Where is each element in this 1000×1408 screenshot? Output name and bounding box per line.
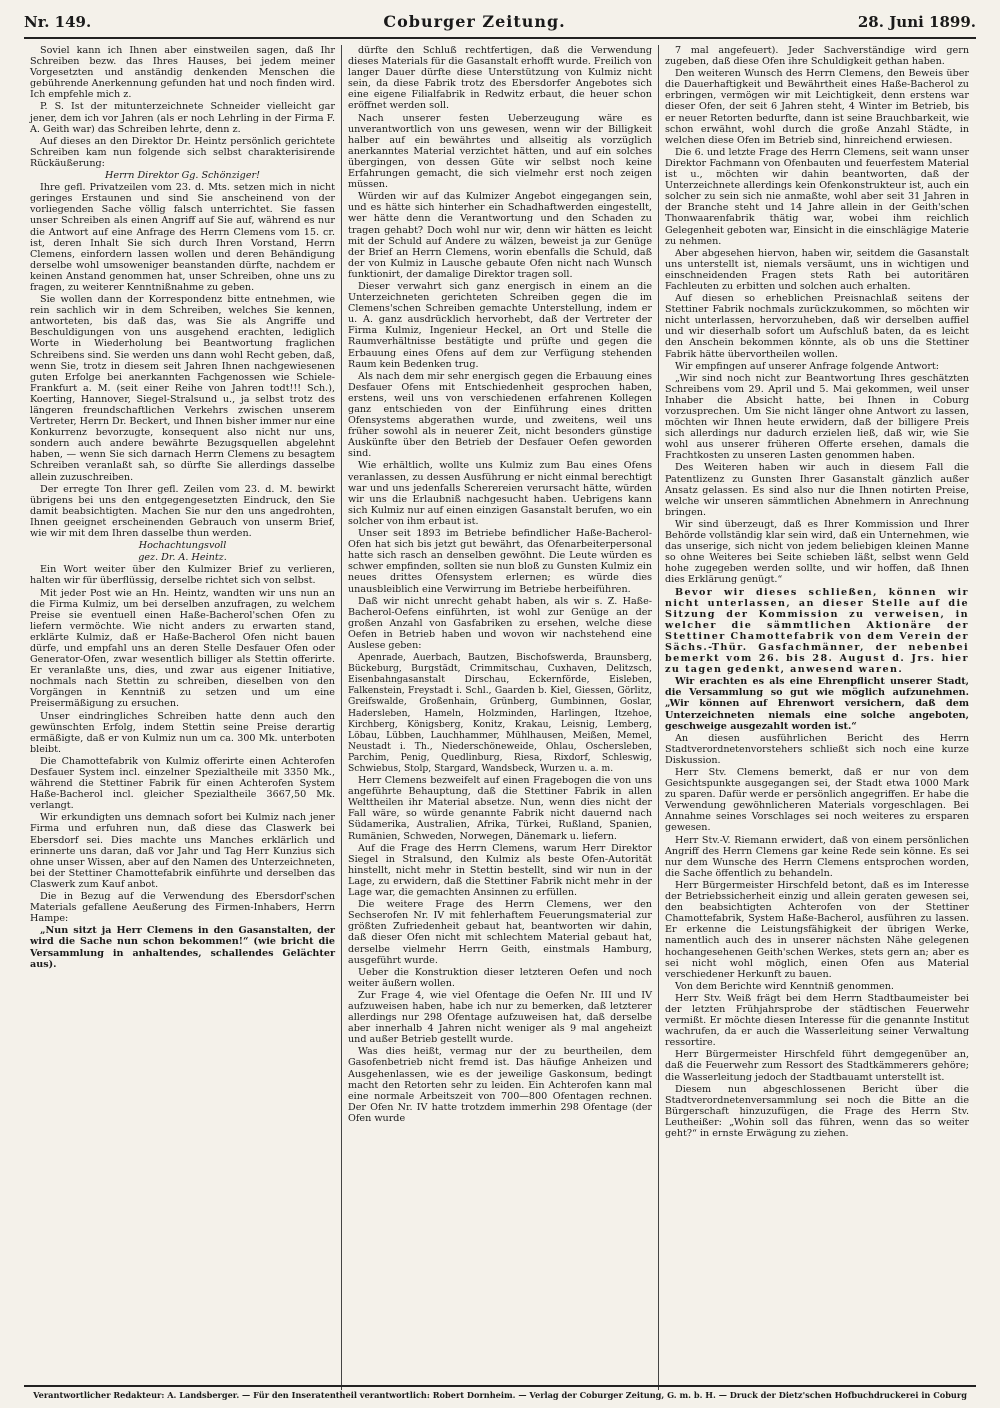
article-paragraph: P. S. Ist der mitunterzeichnete Schneider vielleicht gar jener, dem ich vor Jahren (als er noch Lehrling in der Firma F. A. Geith war) das Schreiben lehrte, denn z. <box>30 101 335 135</box>
article-paragraph: Ein Wort weiter über den Kulmizer Brief zu verlieren, halten wir für überflüssig, derselbe richtet sich von selbst. <box>30 564 335 587</box>
article-paragraph: Würden wir auf das Kulmizer Angebot eingegangen sein, und es hätte sich hinterher ein Schadhaftwerden eingestellt, wer hätte denn die Verantwortung und den Schaden zu tragen gehabt? Doch wohl nur wir, denn wir hätten es leicht mit der Schuld auf Andere zu wälzen, beweist ja zur Genüge der Brief an Herrn Clemens, worin ebenfalls die Schuld, daß der von Kulmiz in Lausche gebaute Ofen nicht nach Wunsch funktionirt, der damalige Direktor tragen soll. <box>348 191 652 280</box>
article-paragraph: 7 mal angefeuert). Jeder Sachverständige wird gern zugeben, daß diese Ofen ihre Schuldigkeit gethan haben. <box>665 45 969 68</box>
article-paragraph: Als nach dem mir sehr energisch gegen die Erbauung eines Desfauer Ofens mit Entschiedenheit gesprochen haben, erstens, weil uns von verschiedenen erfahrenen Kollegen ganz entschieden von der Einführung eines dritten Ofensystems abgerathen wurde, und zweitens, weil uns früher sowohl als in neuerer Zeit, nicht besonders günstige Auskünfte über den Betrieb der Desfauer Oefen geworden sind. <box>348 370 652 460</box>
article-paragraph: Ueber die Konstruktion dieser letzteren Oefen und noch weiter äußern wollen. <box>348 966 652 989</box>
article-paragraph: Auf dieses an den Direktor Dr. Heintz persönlich gerichtete Schreiben kam nun folgende sich selbst charakterisirende Rückäußerung: <box>30 135 335 169</box>
article-paragraph: „Nun sitzt ja Herr Clemens in den Gasanstalten, der wird die Sache nun schon bekommen!“ (wie bricht die Versammlung in anhaltendes, schallendes Gelächter aus). <box>30 925 335 970</box>
article-paragraph: Wir empfingen auf unserer Anfrage folgende Antwort: <box>675 360 940 372</box>
article-paragraph: Des Weiteren haben wir auch in diesem Fall die Patentlizenz zu Gunsten Ihrer Gasanstalt gänzlich außer Ansatz gelassen. Es sind also nur die Ihnen notirten Preise, welche wir unseren sämmtlichen Abnehmern in Anrechnung bringen. <box>665 462 969 518</box>
article-paragraph: Herr Stv.-V. Riemann erwidert, daß von einem persönlichen Angriff des Herrn Clemens gar keine Rede sein könne. Es sei nur dem Wunsche des Herrn Clemens entsprochen worden, die Sache öffentlich zu behandeln. <box>665 834 969 879</box>
article-paragraph: Herr Clemens bezweifelt auf einen Fragebogen die von uns angeführte Behauptung, daß die Stettiner Fabrik in allen Welttheilen ihr Material absetze. Nun, wenn dies nicht der Fall wäre, so würde genannte Fabrik nicht dauernd nach Südamerika, Australien, Afrika, Türkei, Rußland, Spanien, Rumänien, Schweden, Norwegen, Dänemark u. liefern. <box>348 775 652 842</box>
article-paragraph: Herrn Direktor Gg. Schönziger! <box>105 170 260 182</box>
article-paragraph: Ihre gefl. Privatzeilen vom 23. d. Mts. setzen mich in nicht geringes Erstaunen und sind Sie anscheinend von der vorliegenden Sache völlig falsch unterrichtet. Sie fassen unser Schreiben als einen Angriff auf Sie auf, während es nur die Antwort auf eine Anfrage des Herrn Clemens vom 15. cr. ist, deren Inhalt Sie sich durch Ihren Vorstand, Herrn Clemens, einfordern lassen wollen und deren Behändigung derselbe wohl umsoweniger beanstanden dürfte, nachdem er keinen Anstand genommen hat, unser Schreiben, ohne uns zu fragen, zu weiterer Kenntnißnahme zu geben. <box>30 182 335 293</box>
article-paragraph: Zur Frage 4, wie viel Ofentage die Oefen Nr. III und IV aufzuweisen haben, habe ich nur zu bemerken, daß letzterer allerdings nur 298 Ofentage aufzuweisen hat, daß derselbe aber innerhalb 4 Jahren nicht weniger als 9 mal angeheizt und außer Betrieb gestellt wurde. <box>348 989 652 1046</box>
article-paragraph: Wir erachten es als eine Ehrenpflicht unserer Stadt, die Versammlung so gut wie möglich aufzunehmen. „Wir können auf Ehrenwort versichern, daß dem Unterzeichneten niemals eine solche angeboten, geschweige ausgezahlt worden ist.“ <box>665 676 969 732</box>
issue-date: 28. Juni 1899. <box>857 13 976 31</box>
issue-number: Nr. 149. <box>24 13 92 31</box>
article-paragraph: Mit jeder Post wie an Hn. Heintz, wandten wir uns nun an die Firma Kulmiz, um bei derselben anzufragen, zu welchem Preise sie eventuell einen Haße-Bacherol'schen Ofen zu liefern vermöchte. Wie nicht anders zu erwarten stand, erklärte Kulmiz, daß er Haße-Bacherol Ofen nicht bauen dürfe, und empfahl uns an deren Stelle Desfauer Ofen oder Generator-Ofen, zwar wesentlich billiger als Stettin offerirte. Er veranlaßte uns, dies, und zwar aus eigener Initiative, nochmals nach Stettin zu schreiben, dieselben von den Vorgängen in Kenntniß zu setzen und um eine Preisermäßigung zu ersuchen. <box>30 587 335 710</box>
article-paragraph: Bevor wir dieses schließen, können wir nicht unterlassen, an dieser Stelle auf die Sitzung der Kommission zu verweisen, in welcher die sämmtlichen Aktionäre der Stettiner Chamottefabrik von dem Verein der Sächs.-Thür. Gasfachmänner, der nebenbei bemerkt vom 26. bis 28. August d. Jrs. hier zu tagen gedenkt, anwesend waren. <box>665 586 969 676</box>
column-3 <box>658 45 975 1390</box>
article-paragraph: Auf diesen so erheblichen Preisnachlaß seitens der Stettiner Fabrik nochmals zurückzukommen, so möchten wir nicht unterlassen, hervorzuheben, daß wir derselben auffiel und wir dieserhalb sofort um Aufschluß baten, da es leicht den Anschein bekommen könnte, als ob uns die Stettiner Fabrik hätte übervortheilen wollen. <box>665 293 969 360</box>
column-1 <box>24 45 341 1390</box>
page-header <box>24 12 976 39</box>
article-paragraph: An diesen ausführlichen Bericht des Herrn Stadtverordnetenvorstehers schließt sich noch eine kurze Diskussion. <box>665 732 969 766</box>
article-paragraph: Herr Stv. Clemens bemerkt, daß er nur von dem Gesichtspunkte ausgegangen sei, der Stadt etwa 1000 Mark zu sparen. Dafür werde er persönlich angegriffen. Er habe die Verwendung gewöhnlicheren Materials vorgeschlagen. Bei Annahme seines Vorschlages sei noch weiteres zu ersparen gewesen. <box>665 767 969 834</box>
article-paragraph: Soviel kann ich Ihnen aber einstweilen sagen, daß Ihr Schreiben bezw. das Ihres Hauses, bei jedem meiner Vorgesetzten und anständig denkenden Menschen die gebührende Anerkennung gefunden hat und noch finden wird. Ich empfehle mich z. <box>30 45 335 101</box>
article-paragraph: Nach unserer festen Ueberzeugung wäre es unverantwortlich von uns gewesen, wenn wir der Billigkeit halber auf ein bewährtes und allseitig als vorzüglich anerkanntes Material verzichtet hätten, und auf ein solches übergingen, von dessen Güte wir selbst noch keine Erfahrungen gemacht, die sich vielmehr erst noch zeigen müssen. <box>348 112 652 191</box>
article-paragraph: Die Chamottefabrik von Kulmiz offerirte einen Achterofen Desfauer System incl. einzelner Spezialtheile mit 3350 Mk., während die Stettiner Fabrik für einen Achterofen System Haße-Bacherol incl. gleicher Spezialtheile 3667,50 Mk. verlangt. <box>30 755 335 812</box>
article-paragraph: Hochachtungsvoll <box>138 540 227 552</box>
article-paragraph: Wir erkundigten uns demnach sofort bei Kulmiz nach jener Firma und erfuhren nun, daß diese das Claswerk bei Ebersdorf sei. Dies machte uns Manches erklärlich und erinnerte uns daran, daß vor Jahr und Tag Herr Kunzius sich ohne unser Wissen, aber auf den Namen des Unterzeichneten, bei der Stettiner Chamottefabrik einführte und derselben das Claswerk zum Kauf anbot. <box>30 812 335 890</box>
article-paragraph: Die weitere Frage des Herrn Clemens, wer den Sechserofen Nr. IV mit fehlerhaftem Feuerungsmaterial zur größten Zufriedenheit gebaut hat, beantworten wir dahin, daß dieser Ofen nicht mit schlechtem Material gebaut hat, derselbe vielmehr Herrn Geith, einstmals Hamburg, ausgeführt wurde. <box>348 899 652 966</box>
article-paragraph: Daß wir nicht unrecht gehabt haben, als wir s. Z. Haße-Bacherol-Oefens einführten, ist wohl zur Genüge an der großen Anzahl von Gasfabriken zu ersehen, welche diese Oefen in Betrieb haben und wovon wir nachstehend eine Auslese geben: <box>348 595 652 651</box>
column-2 <box>341 45 658 1390</box>
article-paragraph: dürfte den Schluß rechtfertigen, daß die Verwendung dieses Materials für die Gasanstalt erhofft wurde. Freilich von langer Dauer dürfte diese Unterstützung von Kulmiz nicht sein, da diese Fabrik trotz des Ebersdorfer Angebotes sich eine eigene Filialfabrik in Redwitz erbaut, die heuer schon eröffnet werden soll. <box>348 45 652 112</box>
article-paragraph: Die 6. und letzte Frage des Herrn Clemens, seit wann unser Direktor Fachmann von Ofenbauten und feuerfestem Material ist u., möchten wir dahin beantworten, daß der Unterzeichnete allerdings kein Ofenkonstrukteur ist, auch ein solcher zu sein sich nie anmaßte, wohl aber seit 31 Jahren in der Branche steht und 14 Jahre allein in der Geith'schen Thonwaarenfabrik thätig war, wobei ihm reichlich Gelegenheit geboten war, Einsicht in die einschlägige Materie zu nehmen. <box>665 146 969 247</box>
article-paragraph: Den weiteren Wunsch des Herrn Clemens, den Beweis über die Dauerhaftigkeit und Bewährtheit eines Haße-Bacherol zu erbringen, vermögen wir mit Leichtigkeit, denn erstens war dieser Ofen, der seit 6 Jahren steht, 4 Winter im Betrieb, bis er neuer Retorten bedurfte, dann ist seine Brauchbarkeit, wie schon erwähnt, wohl durch die große Anzahl Städte, in welchen diese Ofen im Betrieb sind, hinreichend erwiesen. <box>665 68 969 146</box>
article-paragraph: gez. Dr. A. Heintz. <box>138 552 227 564</box>
article-paragraph: Diesem nun abgeschlossenen Bericht über die Stadtverordnetenversammlung sei noch die Bitte an die Bürgerschaft hinzuzufügen, die Frage des Herrn Stv. Leutheißer: „Wohin soll das führen, wenn das so weiter geht?“ in ernste Erwägung zu ziehen. <box>665 1083 969 1139</box>
article-paragraph: „Wir sind noch nicht zur Beantwortung Ihres geschätzten Schreibens vom 29. April und 5. Mai gekommen, weil unser Inhaber die Absicht hatte, bei Ihnen in Coburg vorzusprechen. Um Sie nicht länger ohne Antwort zu lassen, möchten wir Ihnen heute erwidern, daß der billigere Preis sich allerdings nur dadurch erzielen ließ, daß wir, wie Sie wohl aus unserer früheren Offerte ersehen, damals die Frachtkosten zu unseren Lasten genommen haben. <box>665 372 969 462</box>
article-paragraph: Die in Bezug auf die Verwendung des Ebersdorf'schen Materials gefallene Aeußerung des Firmen-Inhabers, Herrn Hampe: <box>30 891 335 925</box>
article-paragraph: Wir sind überzeugt, daß es Ihrer Kommission und Ihrer Behörde vollständig klar sein wird, daß ein Unternehmen, wie das unserige, sich nicht von jedem beliebigen kleinen Manne so ohne Weiteres bei Seite schieben läßt, selbst wenn Geld hohe zugegeben werden sollte, und wir hoffen, daß Ihnen dies Erklärung genügt.“ <box>665 518 969 586</box>
article-paragraph: Von dem Berichte wird Kenntniß genommen. <box>675 980 894 992</box>
article-paragraph: Aber abgesehen hiervon, haben wir, seitdem die Gasanstalt uns unterstellt ist, niemals versäumt, uns in wichtigen und einschneidenden Fragen stets Rath bei autoritären Fachleuten zu erbitten und solchen auch erhalten. <box>665 247 969 292</box>
imprint-footer: Verantwortlicher Redakteur: A. Landsberger. — Für den Inseratentheil verantwortlich: Robert Dornheim. — Verlag der Coburger Zeitung, G. m. b. H. — Druck der Dietz'schen Hofbuchdruckerei in Coburg <box>24 1385 976 1400</box>
article-paragraph: Dieser verwahrt sich ganz energisch in einem an die Unterzeichneten gerichteten Schreiben gegen die im Clemens'schen Schreiben gemachte Unterstellung, indem er u. A. ganz ausdrücklich hervorhebt, daß der Vertreter der Firma Kulmiz, Ingenieur Heckel, an Ort und Stelle die Raumverhältnisse bestätigte und prüfte und gegen die Erbauung eines Ofens auf dem zur Verfügung stehenden Raum kein Bedenken trug. <box>348 280 652 370</box>
article-paragraph: Herr Bürgermeister Hirschfeld führt demgegenüber an, daß die Feuerwehr zum Ressort des Stadtkämmerers gehöre; die Wasserleitung jedoch der Stadtbauamt unterstellt ist. <box>665 1049 969 1083</box>
article-paragraph: Herr Bürgermeister Hirschfeld betont, daß es im Interesse der Betriebssicherheit einzig und allein geraten gewesen sei, den beabsichtigten Achterofen von der Stettiner Chamottefabrik, System Haße-Bacherol, ausführen zu lassen. Er erkenne die Leistungsfähigkeit der übrigen Werke, namentlich auch des in unserer nächsten Nähe gelegenen hochangesehenen Geith'schen Werkes, stets gern an; aber es sei nicht wohl möglich, einen Ofen aus Material verschiedener Herkunft zu bauen. <box>665 879 969 980</box>
article-paragraph: Unser eindringliches Schreiben hatte denn auch den gewünschten Erfolg, indem Stettin seine Preise derartig ermäßigte, daß er von Kulmiz nun um ca. 300 Mk. unterboten bleibt. <box>30 710 335 755</box>
newspaper-title: Coburger Zeitung. <box>383 12 566 31</box>
article-paragraph: Herr Stv. Weiß frägt bei dem Herrn Stadtbaumeister bei der letzten Frühjahrsprobe der städtischen Feuerwehr vermißt. Er möchte diesen Interesse für die genannte Institut wachrufen, da er auch die Wasserleitung seiner Verwaltung ressortire. <box>665 992 969 1049</box>
article-paragraph: Was dies heißt, vermag nur der zu beurtheilen, dem Gasofenbetrieb nicht fremd ist. Das häufige Anheizen und Ausgehenlassen, wie es der jeweilige Gaskonsum, bedingt macht den Retorten sehr zu leiden. Ein Achterofen kann mal eine normale Arbeitszeit von 700—800 Ofentagen rechnen. Der Ofen Nr. IV hatte trotzdem immerhin 298 Ofentage (der Ofen wurde <box>348 1046 652 1124</box>
article-paragraph: Der erregte Ton Ihrer gefl. Zeilen vom 23. d. M. bewirkt übrigens bei uns den entgegengesetzten Eindruck, den Sie damit beabsichtigten. Machen Sie nur den uns angedrohten, Ihnen geeignet erscheinenden Gebrauch von unserm Brief, wie wir mit dem Ihren dasselbe thun werden. <box>30 483 335 540</box>
text-columns <box>24 45 976 1390</box>
article-paragraph: Wie erhältlich, wollte uns Kulmiz zum Bau eines Ofens veranlassen, zu dessen Ausführung er nicht einmal berechtigt war und uns jedenfalls Scherereien verursacht hätte, würden wir uns die Erlaubniß nachgesucht haben. Uebrigens kann sich Kulmiz nur auf einen einzigen Gasanstalt berufen, wo ein solcher von ihm erbaut ist. <box>348 460 652 527</box>
article-paragraph: Unser seit 1893 im Betriebe befindlicher Haße-Bacherol-Ofen hat sich bis jetzt gut bewährt, das Ofenarbeiterpersonal hatte sich rasch an denselben gewöhnt. Die Leute würden es schwer empfinden, sollten sie nun bloß zu Gunsten Kulmiz ein neues drittes Ofensystem erlernen; es würde dies unausbleiblich eine Verwirrung im Betriebe herbeiführen. <box>348 528 652 595</box>
article-paragraph: Auf die Frage des Herrn Clemens, warum Herr Direktor Siegel in Stralsund, den Kulmiz als beste Ofen-Autorität hinstellt, nicht mehr in Stettin bestellt, sind wir nun in der Lage, zu erwidern, daß die Stettiner Fabrik nicht mehr in der Lage war, die gemachten Ansinnen zu erfüllen. <box>348 842 652 899</box>
article-paragraph: Sie wollen dann der Korrespondenz bitte entnehmen, wie rein sachlich wir in dem Schreiben, welches Sie kennen, antworteten, bis daß das, was Sie als Angriffe und Beschuldigungen von uns ausgehend erachten, lediglich Worte in Wiederholung bei Beantwortung fraglichen Schreibens sind. Sie werden uns dann wohl Recht geben, daß, wenn Sie, trotz in diesem seit Jahren Ihnen nachgewiesenen guten Erfolge bei anerkannten Fachgenossen wie Schiele-Frankfurt a. M. (seit einer Reihe von Jahren todt!!! Sch.), Koerting, Hannover, Siegel-Stralsund u., ja selbst trotz des längeren freundschaftlichen Verkehrs zwischen unserem Vertreter, Herrn Dr. Beckert, und Ihnen bisher immer nur eine Konkurrenz bevorzugte, konsequent also nicht nur uns, sondern auch andere bewährte Bezugsquellen abgelehnt haben, — wenn Sie sich darnach Herrn Clemens zu besagtem Schreiben veranlaßt sah, so dürfte Sie allerdings dasselbe allein zuzuschreiben. <box>30 294 335 483</box>
article-paragraph: Apenrade, Auerbach, Bautzen, Bischofswerda, Braunsberg, Bückeburg, Burgstädt, Crimmitschau, Cuxhaven, Delitzsch, Eisenbahngasanstalt Dirschau, Eckernförde, Eisleben, Falkenstein, Freystadt i. Schl., Gaarden b. Kiel, Giessen, Görlitz, Greifswalde, Großenhain, Grünberg, Gumbinnen, Goslar, Hadersleben, Hameln, Holzminden, Harlingen, Itzehoe, Kirchberg, Königsberg, Konitz, Krakau, Leisnig, Lemberg, Löbau, Lübben, Lauchhammer, Mühlhausen, Meißen, Memel, Neustadt i. Th., Niederschöneweide, Ohlau, Oschersleben, Parchim, Penig, Quedlinburg, Riesa, Rixdorf, Schleswig, Schwiebus, Stolp, Stargard, Wandsbeck, Wurzen u. a. m. <box>348 652 652 774</box>
